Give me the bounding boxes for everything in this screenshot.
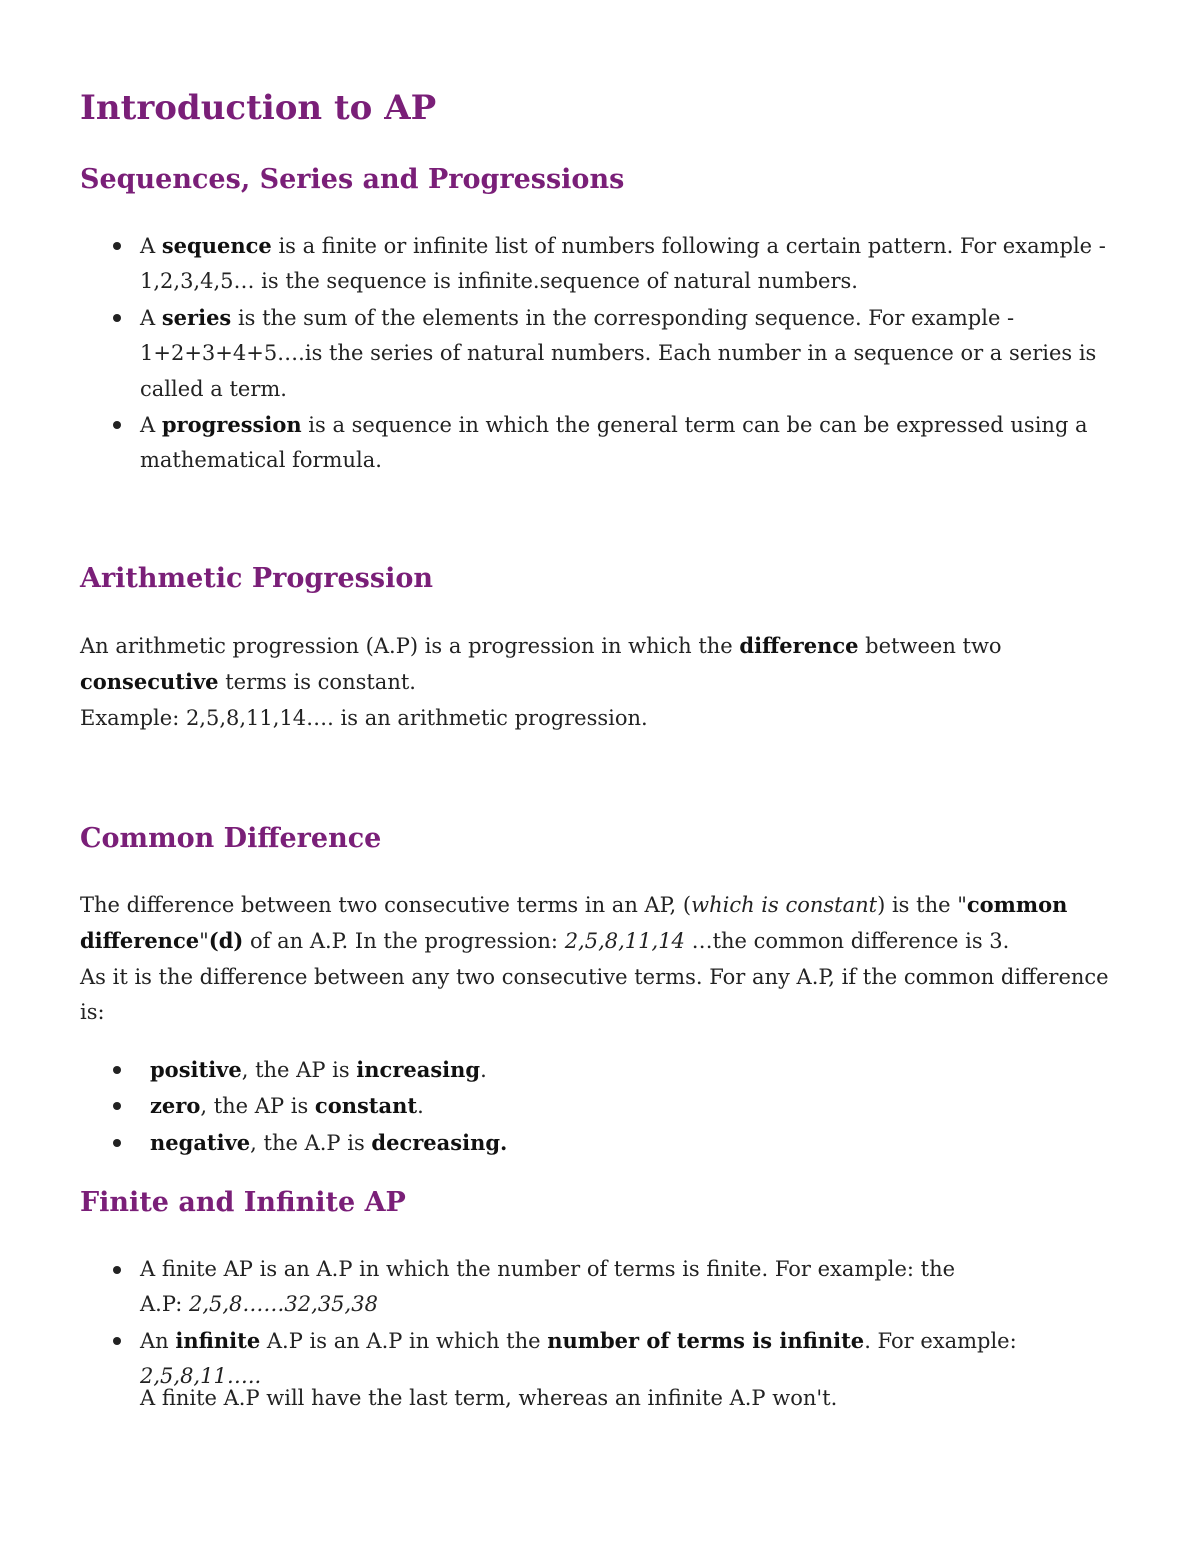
heading-arithmetic-progression: Arithmetic Progression — [80, 563, 433, 594]
difference-cases-list — [80, 1052, 1120, 1161]
list-item: A sequence is a finite or infinite list of numbers following a certain pattern. For example - 1,2,3,4,5… is the sequence is infinite.sequence of natural numbers. — [80, 228, 1120, 300]
list-item: A progression is a sequence in which the general term can be can be expressed using a mathematical formula. — [80, 407, 1120, 479]
list-item: A finite AP is an A.P in which the number of terms is finite. For example: the A.P: 2,5,8……32,35,38 — [80, 1252, 1120, 1323]
ap-definition: An arithmetic progression (A.P) is a progression in which the difference between two consecutive terms is constant. Example: 2,5,8,11,14…. is an arithmetic progression. — [80, 633, 1002, 730]
heading-common-difference: Common Difference — [80, 823, 382, 854]
list-item: An infinite A.P is an A.P in which the number of terms is infinite. For example: 2,5,8,11….. — [80, 1323, 1120, 1395]
common-difference-text: The difference between two consecutive terms in an AP, (which is constant) is the "common difference"(d) of an A.P. In the progression: 2,5,8,11,14 …the common difference is 3. As it is the difference between any two consecutive terms. For any A.P, if the common difference is: — [80, 892, 1109, 1025]
finite-infinite-note: A finite A.P will have the last term, whereas an infinite A.P won't. — [140, 1386, 838, 1410]
finite-infinite-list — [80, 1252, 1120, 1395]
page-title: Introduction to AP — [80, 88, 437, 128]
list-item: A series is the sum of the elements in the corresponding sequence. For example - 1+2+3+4+5….is the series of natural numbers. Each number in a sequence or a series is called a term. — [80, 300, 1120, 407]
heading-sequences: Sequences, Series and Progressions — [80, 164, 625, 195]
list-item: zero, the AP is constant. — [80, 1088, 1120, 1124]
heading-finite-infinite: Finite and Infinite AP — [80, 1187, 406, 1218]
list-item: negative, the A.P is decreasing. — [80, 1125, 1120, 1161]
sequences-list — [80, 228, 1120, 479]
list-item: positive, the AP is increasing. — [80, 1052, 1120, 1088]
